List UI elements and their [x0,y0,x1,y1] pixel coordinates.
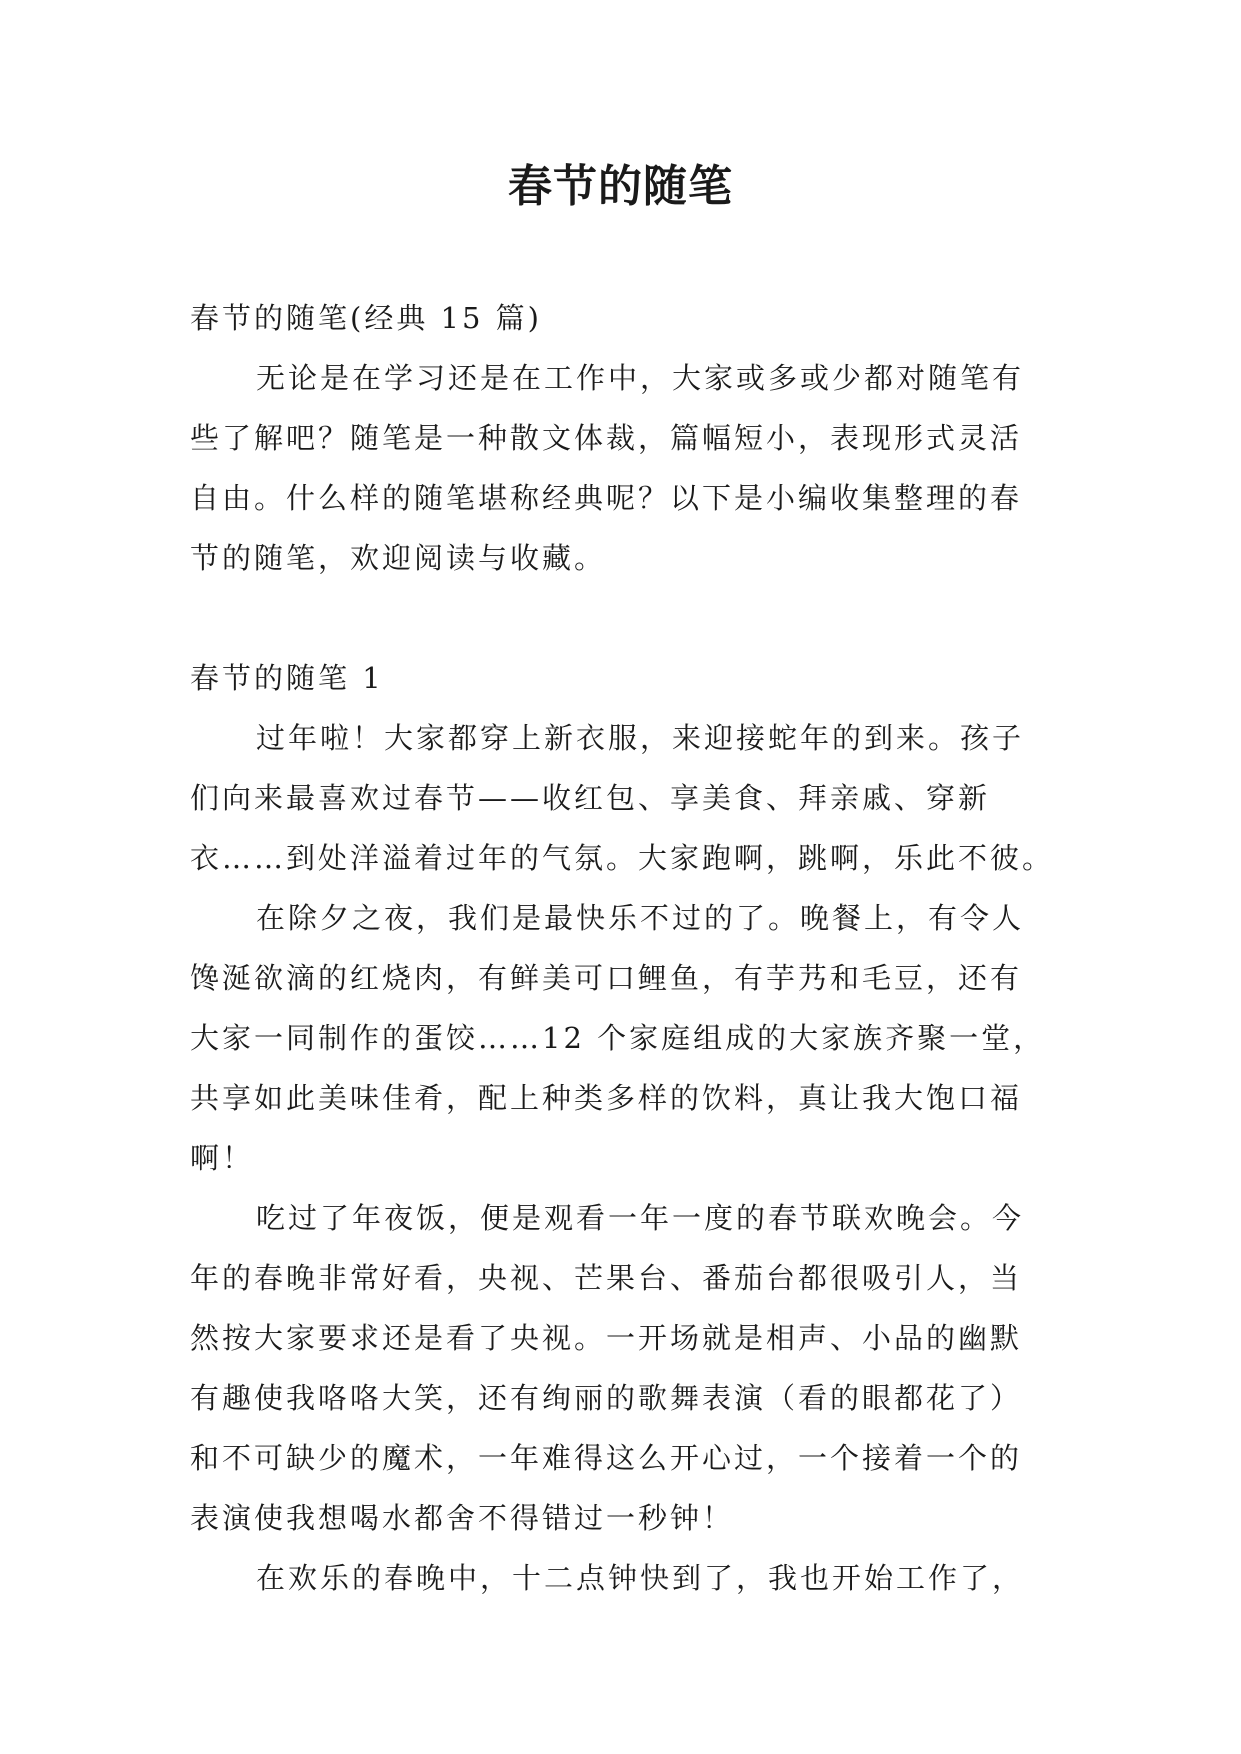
paragraph-line: 过年啦！大家都穿上新衣服，来迎接蛇年的到来。孩子 [256,721,1025,755]
paragraph-line: 然按大家要求还是看了央视。一开场就是相声、小品的幽默 [190,1321,1023,1355]
intro-line: 自由。什么样的随笔堪称经典呢？以下是小编收集整理的春 [190,481,1023,515]
blank-line [190,588,1052,648]
paragraph-line: 年的春晚非常好看，央视、芒果台、番茄台都很吸引人，当 [190,1261,1023,1295]
intro-line: 节的随笔，欢迎阅读与收藏。 [190,541,607,575]
paragraph-line: 表演使我想喝水都舍不得错过一秒钟！ [190,1501,735,1535]
paragraph-line: 衣……到处洋溢着过年的气氛。大家跑啊，跳啊，乐此不彼。 [190,841,1055,875]
paragraph-line: 在欢乐的春晚中，十二点钟快到了，我也开始工作了， [256,1561,1025,1595]
paragraph-line: 共享如此美味佳肴，配上种类多样的饮料，真让我大饱口福 [190,1081,1023,1115]
subtitle-line: 春节的随笔(经典 15 篇) [190,301,542,335]
paragraph-line: 们向来最喜欢过春节——收红包、享美食、拜亲戚、穿新 [190,781,991,815]
document-title: 春节的随笔 [508,161,733,212]
intro-line: 无论是在学习还是在工作中，大家或多或少都对随笔有 [256,361,1025,395]
paragraph-line: 啊！ [190,1141,255,1175]
paragraph-line: 和不可缺少的魔术，一年难得这么开心过，一个接着一个的 [190,1441,1023,1475]
paragraph-line: 馋涎欲滴的红烧肉，有鲜美可口鲤鱼，有芋艿和毛豆，还有 [190,961,1023,995]
paragraph-line: 有趣使我咯咯大笑，还有绚丽的歌舞表演（看的眼都花了） [190,1381,1023,1415]
intro-line: 些了解吧？随笔是一种散文体裁，篇幅短小，表现形式灵活 [190,421,1023,455]
paragraph-line: 大家一同制作的蛋饺……12 个家庭组成的大家族齐聚一堂， [190,1021,1046,1055]
section-heading: 春节的随笔 1 [190,661,384,695]
paragraph-line: 在除夕之夜，我们是最快乐不过的了。晚餐上，有令人 [256,901,1025,935]
document-body [190,288,1055,1608]
paragraph-line: 吃过了年夜饭，便是观看一年一度的春节联欢晚会。今 [256,1201,1025,1235]
